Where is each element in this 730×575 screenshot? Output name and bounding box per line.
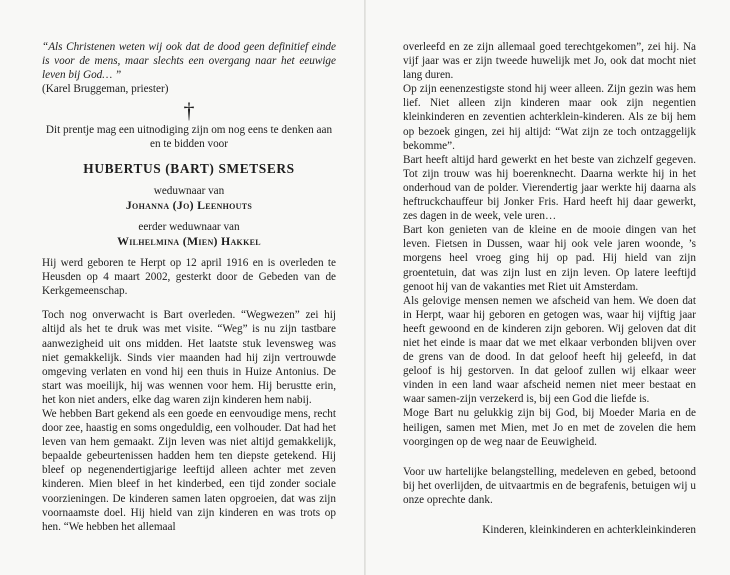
widower-label: weduwnaar van [153, 184, 225, 197]
quote-text: “Als Christenen weten wij ook dat de dood geen definitief einde is voor de mens, maar slechts een overgang naar het eeuwige leven bij God… ” [42, 41, 336, 82]
body-paragraph: overleefd en ze zijn allemaal goed terechtgekomen”, zei hij. Na vijf jaar was er zijn tweede huwelijk met Jo, ook dat mocht niet lang duren. [403, 41, 696, 82]
left-column [42, 40, 336, 534]
thanks-text: Voor uw hartelijke belangstelling, medeleven en gebed, betoond bij het overlijden, de uitvaartmis en de begrafenis, betuigen wij u onze oprechte dank. [403, 465, 696, 506]
birth-death-text: Hij werd geboren te Herpt op 12 april 1916 en is overleden te Heusden op 4 maart 2002, gesterkt door de Gebeden van de Kerkgemeenschap. [42, 257, 336, 298]
right-column [403, 40, 696, 537]
spouse-name-2: Wilhelmina (Mien) Hakkel [117, 233, 261, 248]
invitation-text: Dit prentje mag een uitnodiging zijn om nog eens te denken aan en te bidden voor [45, 124, 333, 151]
body-paragraph: Toch nog onverwacht is Bart overleden. “Wegwezen” zei hij altijd als het te druk was met visite. “Weg” is nu zijn tastbare aanwezigheid uit ons midden. Het laatste stuk levensweg was niet gemakkelijk. Sinds vier maanden had hij zijn vertrouwde omgeving verlaten en vond hij een thuis in Huize Antonius. De start was moeilijk, hij was wennen voor hem. Hij berustte erin, het kon niet anders, elke dag waren zijn kinderen hem nabij. [42, 309, 336, 406]
cross-icon: † [183, 98, 195, 124]
body-paragraph: We hebben Bart gekend als een goede en eenvoudige mens, recht door zee, haastig en soms ongeduldig, een volhouder. Dat had het leven van hem gemaakt. Zijn leven was niet altijd gemakkelijk, bepaalde gebeurtenissen hadden hem ten diepste getekend. Hij bleef op negenendertigjarige leeftijd alleen achter met zeven kinderen. Mien bleef in het kinderbed, een tijd zonder sociale voorzieningen. De kinderen samen laten opgroeien, dat was zijn voornaamste doel. Hij hield van zijn kinderen en was trots op hen. “We hebben het allemaal [42, 407, 336, 533]
body-paragraph: Moge Bart nu gelukkig zijn bij God, bij Moeder Maria en de heiligen, samen met Mien, met Jo en met de zovelen die hem voorgingen op de weg naar de Eeuwigheid. [403, 407, 696, 448]
card-fold [364, 0, 366, 575]
body-paragraph: Bart heeft altijd hard gewerkt en het beste van zichzelf gegeven. Tot zijn trouw was hij boerenknecht. Daarna werkte hij in het onderhoud van de polder. Vierendertig jaar werkte hij daarna als heftruckchauffeur bij Jonker Fris. Hard heeft hij daar gewerkt, zes dagen in de week, vele uren… [403, 153, 696, 223]
earlier-widower-label: eerder weduwnaar van [138, 220, 240, 233]
body-paragraph: Bart kon genieten van de kleine en de mooie dingen van het leven. Fietsen in Dussen, waar hij ook vele jaren woonde, ’s morgens heel vroeg ging hij op pad. Hij hield van zijn groentetuin, dat was zijn lust en zijn leven. Op latere leeftijd genoot hij van de vakanties met Riet uit Amsterdam. [403, 224, 696, 293]
signature-text: Kinderen, kleinkinderen en achterkleinkinderen [482, 524, 696, 536]
body-paragraph: Op zijn eenenzestigste stond hij weer alleen. Zijn gezin was hem lief. Niet alleen zijn kinderen maar ook zijn negentien kleinkinderen en zeventien achterklein-kinderen. Als ze bij hem op bezoek gingen, zei hij altijd: “Wat zijn ze toch ontzaggelijk bekomme”. [403, 83, 696, 152]
quote-attribution: (Karel Bruggeman, priester) [42, 83, 169, 96]
deceased-name: HUBERTUS (BART) SMETSERS [83, 160, 295, 176]
spouse-name-1: Johanna (Jo) Leenhouts [125, 197, 253, 212]
body-paragraph: Als gelovige mensen nemen we afscheid van hem. We doen dat in Herpt, waar hij geboren en getogen was, waar hij vijftig jaar heeft gewoond en de kinderen zijn geboren. Wij geloven dat dit niet het einde is maar dat we met elkaar verbonden blijven over de grens van de dood. In dat geloof heeft hij geleefd, in dat geloof is hij gestorven. In dat geloof zullen wij elkaar weer vinden in een land waar afscheid nemen niet meer bestaat en waar samen-zijn verzekerd is, bij een God die liefde is. [403, 294, 696, 406]
quote-block [42, 40, 336, 96]
